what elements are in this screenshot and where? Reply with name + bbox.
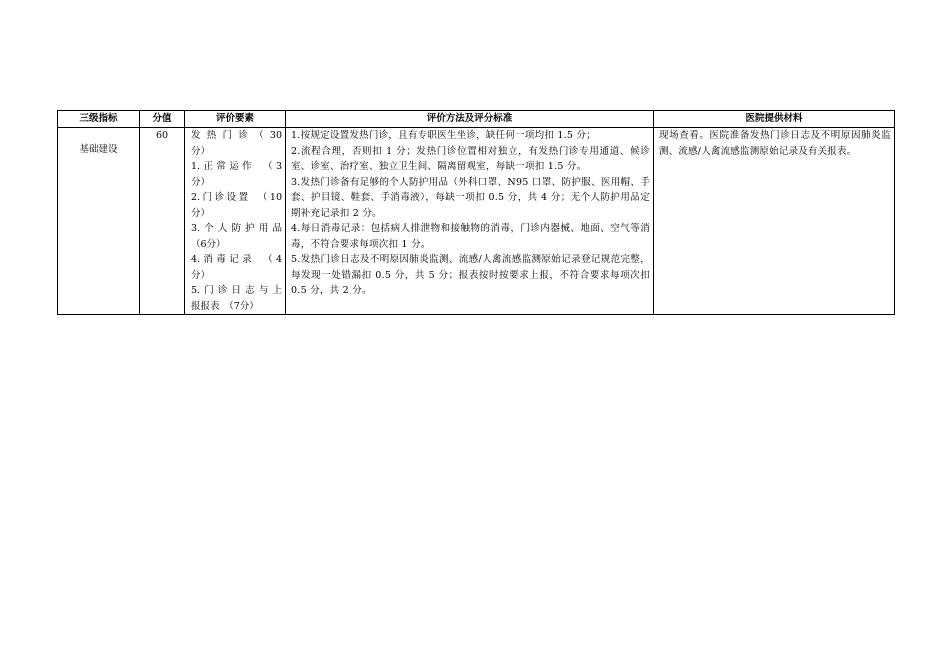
element-item-main: 2.门诊设置 （10 — [191, 192, 282, 203]
element-item — [191, 221, 282, 252]
element-item-main: 5.门诊日志与上 — [191, 285, 282, 296]
method-item: 5.发热门诊日志及不明原因肺炎监测、流感/人禽流感监测原始记录登记规范完整，每发现一处错漏扣 0.5 分，共 5 分；报表按时按要求上报，不符合要求每项次扣 0.5 分，共 2 分。 — [291, 254, 650, 296]
cell-elements — [185, 128, 286, 315]
table-row — [58, 128, 895, 315]
element-item — [191, 190, 282, 221]
element-item-tail: 分） — [191, 207, 211, 219]
element-item — [191, 128, 282, 159]
element-item-main: 3.个人防护用品 — [191, 223, 282, 234]
table-body — [58, 128, 895, 315]
element-item-main: 1.正常运作 （3 — [191, 161, 282, 172]
element-item — [191, 283, 282, 314]
method-item: 4.每日消毒记录：包括病人排泄物和接触物的消毒，门诊内器械、地面、空气等消毒，不符合要求每项次扣 1 分。 — [291, 223, 650, 250]
element-item-main: 4.消毒记录 （4 — [191, 254, 282, 265]
header-score: 分值 — [140, 111, 185, 128]
method-item: 2.流程合理，否则扣 1 分；发热门诊位置相对独立，有发热门诊专用通道、候诊室、诊室、治疗室、独立卫生间、隔离留观室，每缺一项扣 1.5 分。 — [291, 145, 650, 172]
element-item-main: 发 热 门 诊 （ 30 — [191, 130, 282, 141]
table-header — [58, 111, 895, 128]
header-materials: 医院提供材料 — [654, 111, 895, 128]
cell-materials: 现场查看。医院准备发热门诊日志及不明原因肺炎监测、流感/人禽流感监测原始记录及有关报表。 — [654, 128, 895, 315]
header-level: 三级指标 — [58, 111, 140, 128]
element-item-tail: 分） — [191, 145, 211, 157]
method-item: 3.发热门诊备有足够的个人防护用品（外科口罩、N95 口罩、防护服、医用帽、手套、护目镜、鞋套、手消毒液），每缺一项扣 0.5 分，共 4 分；无个人防护用品定期补充记录扣 2 分。 — [291, 176, 650, 219]
header-methods: 评价方法及评分标准 — [286, 111, 654, 128]
method-item: 1.按规定设置发热门诊，且有专职医生坐诊，缺任何一项均扣 1.5 分； — [291, 130, 596, 141]
evaluation-table — [57, 110, 895, 315]
element-item-tail: 报报表 （7分） — [191, 300, 259, 312]
element-item — [191, 159, 282, 190]
element-item — [191, 252, 282, 283]
element-item-tail: （6分） — [191, 238, 226, 250]
header-elements: 评价要素 — [185, 111, 286, 128]
header-row — [58, 111, 895, 128]
element-item-tail: 分） — [191, 269, 211, 281]
cell-score: 60 — [140, 128, 185, 315]
cell-level: 基础建设 — [58, 128, 140, 315]
element-item-tail: 分） — [191, 176, 211, 188]
cell-methods — [286, 128, 654, 315]
